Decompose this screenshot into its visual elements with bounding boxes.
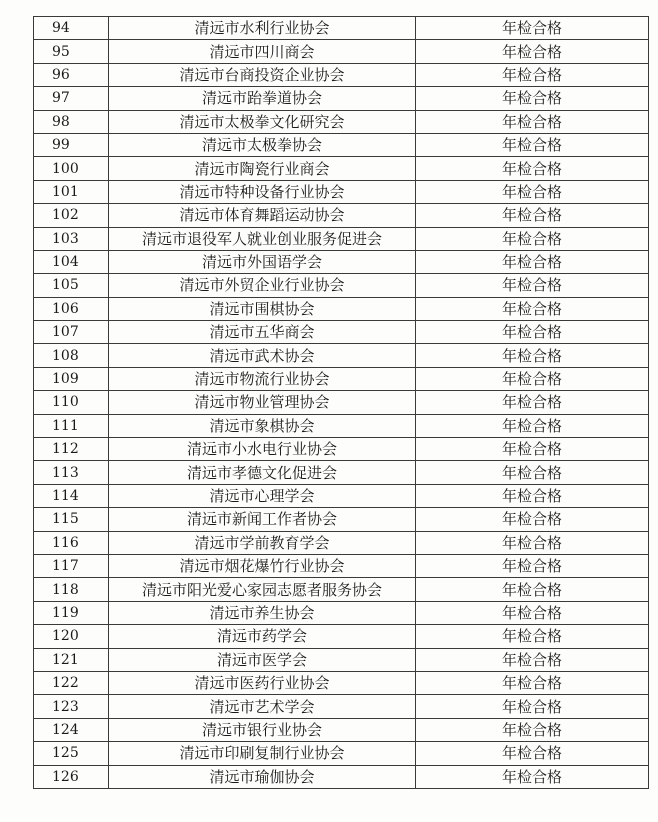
inspection-result-cell: 年检合格 (416, 344, 649, 367)
organization-name-cell: 清远市围棋协会 (109, 297, 416, 320)
inspection-result-cell: 年检合格 (416, 671, 649, 694)
inspection-result-cell: 年检合格 (416, 461, 649, 484)
row-number-cell: 105 (34, 274, 109, 297)
inspection-result-cell: 年检合格 (416, 63, 649, 86)
table-row (34, 110, 649, 133)
row-number-cell: 108 (34, 344, 109, 367)
inspection-result-cell: 年检合格 (416, 742, 649, 765)
table-body (34, 17, 649, 789)
inspection-result-cell: 年检合格 (416, 40, 649, 63)
table-row (34, 367, 649, 390)
organization-name-cell: 清远市五华商会 (109, 321, 416, 344)
row-number-cell: 125 (34, 742, 109, 765)
inspection-result-cell: 年检合格 (416, 227, 649, 250)
table-row (34, 508, 649, 531)
organization-table (33, 16, 649, 789)
organization-name-cell: 清远市艺术学会 (109, 695, 416, 718)
inspection-result-cell: 年检合格 (416, 531, 649, 554)
inspection-result-cell: 年检合格 (416, 180, 649, 203)
organization-name-cell: 清远市心理学会 (109, 484, 416, 507)
row-number-cell: 112 (34, 438, 109, 461)
table-row (34, 17, 649, 40)
table-row (34, 227, 649, 250)
organization-name-cell: 清远市水利行业协会 (109, 17, 416, 40)
organization-name-cell: 清远市养生协会 (109, 601, 416, 624)
inspection-result-cell: 年检合格 (416, 274, 649, 297)
inspection-result-cell: 年检合格 (416, 718, 649, 741)
organization-name-cell: 清远市物流行业协会 (109, 367, 416, 390)
organization-name-cell: 清远市医学会 (109, 648, 416, 671)
inspection-result-cell: 年检合格 (416, 438, 649, 461)
organization-name-cell: 清远市新闻工作者协会 (109, 508, 416, 531)
row-number-cell: 118 (34, 578, 109, 601)
row-number-cell: 97 (34, 87, 109, 110)
organization-name-cell: 清远市阳光爱心家园志愿者服务协会 (109, 578, 416, 601)
row-number-cell: 111 (34, 414, 109, 437)
row-number-cell: 114 (34, 484, 109, 507)
organization-name-cell: 清远市孝德文化促进会 (109, 461, 416, 484)
table-row (34, 695, 649, 718)
inspection-result-cell: 年检合格 (416, 321, 649, 344)
organization-name-cell: 清远市陶瓷行业商会 (109, 157, 416, 180)
organization-name-cell: 清远市跆拳道协会 (109, 87, 416, 110)
table-row (34, 204, 649, 227)
table-row (34, 438, 649, 461)
organization-name-cell: 清远市体育舞蹈运动协会 (109, 204, 416, 227)
inspection-result-cell: 年检合格 (416, 601, 649, 624)
table-row (34, 578, 649, 601)
row-number-cell: 95 (34, 40, 109, 63)
row-number-cell: 115 (34, 508, 109, 531)
organization-name-cell: 清远市特种设备行业协会 (109, 180, 416, 203)
row-number-cell: 124 (34, 718, 109, 741)
table-row (34, 297, 649, 320)
inspection-result-cell: 年检合格 (416, 297, 649, 320)
row-number-cell: 117 (34, 554, 109, 577)
organization-name-cell: 清远市象棋协会 (109, 414, 416, 437)
row-number-cell: 120 (34, 625, 109, 648)
table-row (34, 321, 649, 344)
table-row (34, 250, 649, 273)
row-number-cell: 104 (34, 250, 109, 273)
organization-name-cell: 清远市外贸企业行业协会 (109, 274, 416, 297)
organization-name-cell: 清远市外国语学会 (109, 250, 416, 273)
inspection-result-cell: 年检合格 (416, 391, 649, 414)
inspection-result-cell: 年检合格 (416, 367, 649, 390)
row-number-cell: 113 (34, 461, 109, 484)
table-row (34, 671, 649, 694)
table-row (34, 461, 649, 484)
organization-name-cell: 清远市瑜伽协会 (109, 765, 416, 788)
row-number-cell: 109 (34, 367, 109, 390)
organization-name-cell: 清远市学前教育学会 (109, 531, 416, 554)
row-number-cell: 106 (34, 297, 109, 320)
inspection-result-cell: 年检合格 (416, 157, 649, 180)
table-row (34, 554, 649, 577)
row-number-cell: 122 (34, 671, 109, 694)
inspection-result-cell: 年检合格 (416, 625, 649, 648)
inspection-result-cell: 年检合格 (416, 508, 649, 531)
table-row (34, 484, 649, 507)
inspection-result-cell: 年检合格 (416, 554, 649, 577)
table-row (34, 40, 649, 63)
table-row (34, 133, 649, 156)
table-row (34, 531, 649, 554)
inspection-result-cell: 年检合格 (416, 578, 649, 601)
row-number-cell: 99 (34, 133, 109, 156)
organization-name-cell: 清远市烟花爆竹行业协会 (109, 554, 416, 577)
inspection-result-cell: 年检合格 (416, 250, 649, 273)
organization-name-cell: 清远市印刷复制行业协会 (109, 742, 416, 765)
inspection-result-cell: 年检合格 (416, 87, 649, 110)
inspection-result-cell: 年检合格 (416, 648, 649, 671)
table-row (34, 601, 649, 624)
organization-name-cell: 清远市药学会 (109, 625, 416, 648)
row-number-cell: 126 (34, 765, 109, 788)
organization-name-cell: 清远市太极拳协会 (109, 133, 416, 156)
organization-name-cell: 清远市退役军人就业创业服务促进会 (109, 227, 416, 250)
table-row (34, 765, 649, 788)
inspection-result-cell: 年检合格 (416, 765, 649, 788)
organization-name-cell: 清远市太极拳文化研究会 (109, 110, 416, 133)
table-row (34, 274, 649, 297)
organization-name-cell: 清远市台商投资企业协会 (109, 63, 416, 86)
inspection-result-cell: 年检合格 (416, 204, 649, 227)
inspection-result-cell: 年检合格 (416, 695, 649, 718)
row-number-cell: 121 (34, 648, 109, 671)
row-number-cell: 102 (34, 204, 109, 227)
row-number-cell: 110 (34, 391, 109, 414)
inspection-result-cell: 年检合格 (416, 110, 649, 133)
table-row (34, 718, 649, 741)
row-number-cell: 116 (34, 531, 109, 554)
inspection-result-cell: 年检合格 (416, 17, 649, 40)
table-row (34, 87, 649, 110)
row-number-cell: 94 (34, 17, 109, 40)
table-row (34, 648, 649, 671)
inspection-result-cell: 年检合格 (416, 414, 649, 437)
organization-name-cell: 清远市银行业协会 (109, 718, 416, 741)
organization-name-cell: 清远市医药行业协会 (109, 671, 416, 694)
row-number-cell: 107 (34, 321, 109, 344)
row-number-cell: 101 (34, 180, 109, 203)
table-row (34, 180, 649, 203)
row-number-cell: 100 (34, 157, 109, 180)
table-row (34, 63, 649, 86)
organization-name-cell: 清远市小水电行业协会 (109, 438, 416, 461)
organization-name-cell: 清远市武术协会 (109, 344, 416, 367)
organization-name-cell: 清远市四川商会 (109, 40, 416, 63)
row-number-cell: 119 (34, 601, 109, 624)
inspection-result-cell: 年检合格 (416, 133, 649, 156)
row-number-cell: 98 (34, 110, 109, 133)
table-row (34, 157, 649, 180)
row-number-cell: 123 (34, 695, 109, 718)
table-row (34, 742, 649, 765)
table-row (34, 414, 649, 437)
table-row (34, 625, 649, 648)
table-row (34, 344, 649, 367)
row-number-cell: 96 (34, 63, 109, 86)
row-number-cell: 103 (34, 227, 109, 250)
organization-name-cell: 清远市物业管理协会 (109, 391, 416, 414)
table-row (34, 391, 649, 414)
inspection-result-cell: 年检合格 (416, 484, 649, 507)
